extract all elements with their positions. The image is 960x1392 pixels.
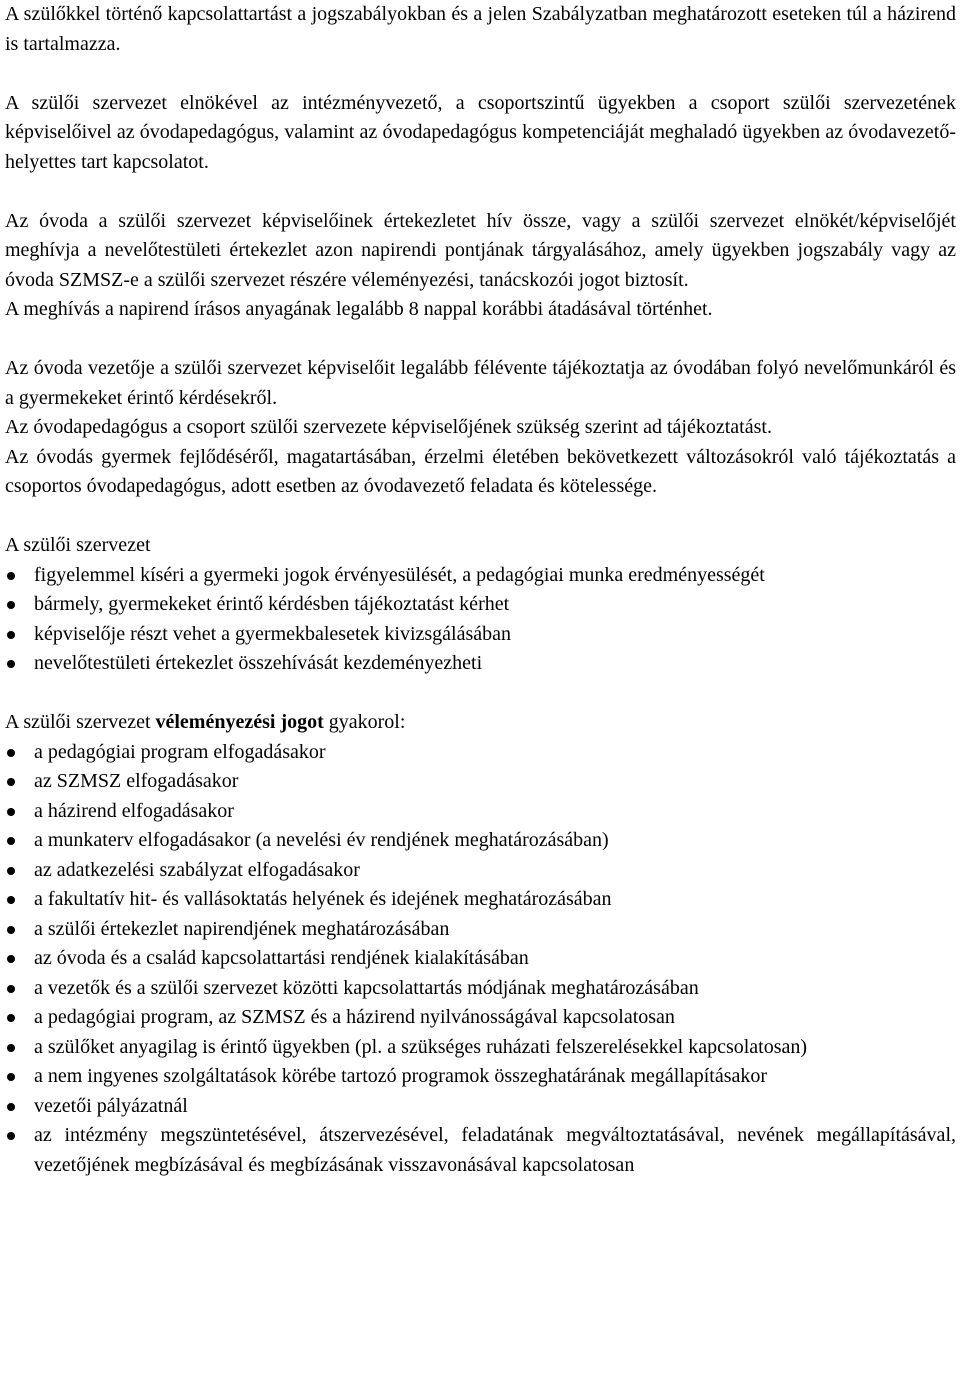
list-item — [5, 974, 956, 1004]
heading-post: gyakorol: — [323, 711, 406, 733]
paragraph-invite-deadline: A meghívás a napirend írásos anyagának legalább 8 nappal korábbi átadásával történhet. — [5, 298, 713, 320]
list-item-text: a szülőket anyagilag is érintő ügyekben (pl. a szükséges ruházati felszerelésekkel kapcsolatosan) — [34, 1035, 808, 1058]
list-item — [5, 856, 956, 886]
list-item — [5, 590, 956, 620]
list-item — [5, 738, 956, 768]
section-parent-org-heading: A szülői szervezet — [5, 534, 151, 556]
bullet-icon — [7, 1073, 15, 1081]
bullet-icon — [7, 867, 15, 875]
list-item — [5, 826, 956, 856]
list-item-text: nevelőtestületi értekezlet összehívását kezdeményezheti — [34, 652, 483, 674]
list-item-text: a fakultatív hit- és vallásoktatás helyének és idejének meghatározásában — [34, 888, 612, 910]
paragraph-leader-info: Az óvoda vezetője a szülői szervezet képviselőit legalább félévente tájékoztatja az óvodában folyó nevelőmunkáról és a gyermekeket érintő kérdésekről. — [5, 357, 956, 409]
bullet-icon — [7, 808, 15, 816]
spacer — [5, 177, 956, 207]
paragraph-teacher-info: Az óvodapedagógus a csoport szülői szervezete képviselőjének szükség szerint ad tájékoztatást. — [5, 416, 772, 438]
spacer — [5, 679, 956, 709]
list-item-text: az óvoda és a család kapcsolattartási rendjének kialakításában — [34, 947, 529, 969]
heading-pre: A szülői szervezet — [5, 711, 156, 733]
opinion-rights-list — [5, 738, 956, 1181]
list-item-text: a munkaterv elfogadásakor (a nevelési év rendjének meghatározásában) — [34, 829, 609, 851]
list-item-text: a pedagógiai program elfogadásakor — [34, 740, 326, 763]
list-item-text: az adatkezelési szabályzat elfogadásakor — [34, 858, 360, 881]
bullet-icon — [7, 1132, 15, 1140]
heading-bold: véleményezési jogot — [155, 711, 324, 733]
list-item — [5, 1003, 956, 1033]
bullet-icon — [7, 631, 15, 639]
list-item-text: az intézmény megszüntetésével, átszervezésével, feladatának megváltoztatásával, nevének megállapításával, vezetőjének megbízásával és megbízásának visszavonásával kapcsolatosan — [34, 1124, 956, 1176]
paragraph-meeting-invite: Az óvoda a szülői szervezet képviselőinek értekezletet hív össze, vagy a szülői szervezet elnökét/képviselőjét meghívja a nevelőtestületi értekezlet azon napirendi pontjának tárgyalásához, amely ügyekben jogszabály vagy az óvoda SZMSZ-e a szülői szervezet részére véleményezési, tanácskozói jogot biztosít. — [5, 209, 956, 291]
list-item-text: a vezetők és a szülői szervezet közötti kapcsolattartás módjának meghatározásában — [34, 976, 699, 999]
list-item — [5, 767, 956, 797]
bullet-icon — [7, 572, 15, 580]
list-item-text: az SZMSZ elfogadásakor — [34, 770, 239, 792]
bullet-icon — [7, 1014, 15, 1022]
bullet-icon — [7, 749, 15, 757]
list-item — [5, 620, 956, 650]
section-opinion-rights-heading — [5, 708, 956, 738]
spacer — [5, 502, 956, 532]
list-item — [5, 1121, 956, 1180]
list-item — [5, 1033, 956, 1063]
list-item-text: bármely, gyermekeket érintő kérdésben tájékoztatást kérhet — [34, 593, 510, 615]
list-item — [5, 885, 956, 915]
list-item-text: figyelemmel kíséri a gyermeki jogok érvényesülését, a pedagógiai munka eredményességét — [34, 563, 765, 586]
spacer — [5, 325, 956, 355]
paragraph-child-development-info: Az óvodás gyermek fejlődéséről, magatartásában, érzelmi életében bekövetkezett változásokról való tájékoztatás a csoportos óvodapedagógus, adott esetben az óvodavezető feladata és kötelessége. — [5, 445, 956, 497]
paragraph-contact-rules: A szülőkkel történő kapcsolattartást a jogszabályokban és a jelen Szabályzatban meghatározott eseteken túl a házirend is tartalmazza. — [5, 3, 956, 55]
bullet-icon — [7, 985, 15, 993]
list-item — [5, 1092, 956, 1122]
bullet-icon — [7, 1103, 15, 1111]
list-item — [5, 797, 956, 827]
list-item — [5, 915, 956, 945]
bullet-icon — [7, 601, 15, 609]
paragraph-contact-persons: A szülői szervezet elnökével az intézményvezető, a csoportszintű ügyekben a csoport szülői szervezetének képviselőivel az óvodapedagógus, valamint az óvodapedagógus kompetenciáját meghaladó ügyekben az óvodavezető-helyettes tart kapcsolatot. — [5, 91, 956, 173]
list-item-text: képviselője részt vehet a gyermekbalesetek kivizsgálásában — [34, 622, 512, 645]
list-item-text: a nem ingyenes szolgáltatások körébe tartozó programok összeghatárának megállapításakor — [34, 1065, 768, 1087]
list-item-text: vezetői pályázatnál — [34, 1094, 188, 1117]
bullet-icon — [7, 955, 15, 963]
list-item-text: a házirend elfogadásakor — [34, 799, 234, 822]
bullet-icon — [7, 896, 15, 904]
list-item-text: a szülői értekezlet napirendjének meghatározásában — [34, 917, 450, 940]
list-item-text: a pedagógiai program, az SZMSZ és a házirend nyilvánosságával kapcsolatosan — [34, 1006, 675, 1028]
list-item — [5, 944, 956, 974]
spacer — [5, 59, 956, 89]
bullet-icon — [7, 660, 15, 668]
bullet-icon — [7, 1044, 15, 1052]
bullet-icon — [7, 778, 15, 786]
list-item — [5, 561, 956, 591]
list-item — [5, 649, 956, 679]
list-item — [5, 1062, 956, 1092]
bullet-icon — [7, 837, 15, 845]
parent-org-rights-list — [5, 561, 956, 679]
bullet-icon — [7, 926, 15, 934]
